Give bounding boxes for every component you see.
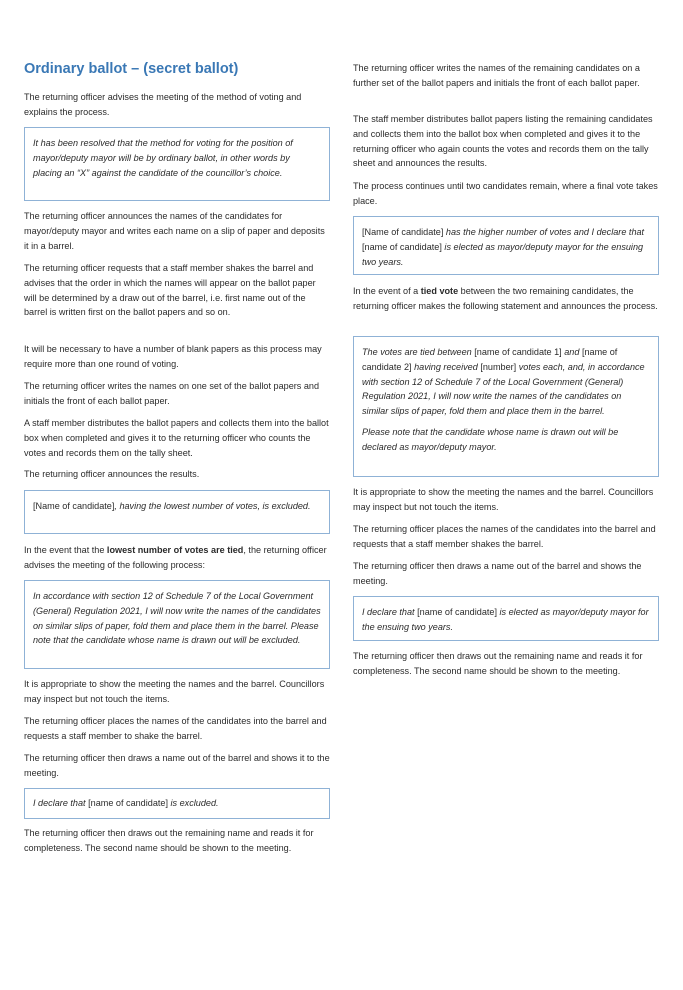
method-statement-box [24,127,330,201]
winner-declaration-text: [Name of candidate] has the higher number of votes and I declare that [name of candidate] is elected as mayor/deputy mayor for the ensuing two years. [362,227,645,267]
method-statement-text: It has been resolved that the method for voting for the position of mayor/deputy mayor will be by ordinary ballot, in other words by placing an “X” against the candidate of the councillor’s choice. [33,138,293,178]
distribute-ballots-paragraph: A staff member distributes the ballot papers and collects them into the ballot box when completed and gives it to the returning officer who counts the votes and records them on the tally sheet. [24,418,329,458]
tied-vote-note-text: Please note that the candidate whose name is drawn out will be declared as mayor/deputy mayor. [362,426,619,452]
place-names-paragraph-right: The returning officer places the names of the candidates into the barrel and requests that a staff member shakes the barrel. [353,524,656,549]
announce-results-paragraph: The returning officer announces the results. [24,469,200,479]
tie-exclusion-process-text: In accordance with section 12 of Schedule 7 of the Local Government (General) Regulation 2021, I will now write the names of the candidates on similar slips of paper, fold them and place them in the barrel. Please note that the candidate whose name is drawn out will be excluded. [33,591,321,646]
place-names-paragraph: The returning officer places the names of the candidates into the barrel and requests a staff member to shake the barrel. [24,716,327,741]
second-round-paragraph: The staff member distributes ballot papers listing the remaining candidates and collects them into the ballot box when completed and gives it to the returning officer who again counts the votes and records them on the tally sheet and announces the results. [353,114,653,169]
write-names-paragraph: The returning officer writes the names on one set of the ballot papers and initials the front of each ballot paper. [24,381,320,406]
shake-barrel-paragraph: The returning officer requests that a staff member shakes the barrel and advises that the order in which the names will appear on the ballot paper will be determined by a draw out of the barrel, i.e. first name out of the barrel is written first on the ballot papers and so on. [24,263,316,318]
draw-name-paragraph-right: The returning officer then draws a name out of the barrel and shows the meeting. [353,561,642,586]
exclusion-declaration-box [24,788,330,819]
page-title: Ordinary ballot – (secret ballot) [24,61,239,77]
show-names-paragraph: It is appropriate to show the meeting the names and the barrel. Councillors may inspect but not touch the items. [24,679,325,704]
exclusion-statement-box [24,490,330,534]
remaining-candidates-paragraph: The returning officer writes the names of the remaining candidates on a further set of the ballot papers and initials the front of each ballot paper. [353,63,640,88]
tied-vote-paragraph: In the event of a tied vote between the two remaining candidates, the returning officer makes the following statement and announces the process. [353,286,658,311]
intro-paragraph: The returning officer advises the meeting of the method of voting and explains the process. [24,92,302,117]
elected-declaration-box [353,596,659,641]
remaining-name-paragraph-right: The returning officer then draws out the remaining name and reads it for completeness. The second name should be shown to the meeting. [353,651,643,676]
show-names-paragraph-right: It is appropriate to show the meeting the names and the barrel. Councillors may inspect but not touch the items. [353,487,654,512]
tied-vote-statement-box [353,336,659,477]
draw-name-paragraph: The returning officer then draws a name out of the barrel and shows it to the meeting. [24,753,330,778]
tied-vote-statement-text: The votes are tied between [name of candidate 1] and [name of candidate 2] having received [number] votes each, and, in accordance with section 12 of Schedule 7 of the Local Government (General) Regulation 2021, I will now write the names of the candidates on similar slips of paper, fold them and place them in the barrel. [362,347,645,417]
blank-papers-paragraph: It will be necessary to have a number of blank papers as this process may require more than one round of voting. [24,344,322,369]
tie-exclusion-process-box [24,580,330,669]
final-vote-paragraph: The process continues until two candidates remain, where a final vote takes place. [353,181,658,206]
lowest-tied-paragraph: In the event that the lowest number of votes are tied, the returning officer advises the meeting of the following process: [24,545,327,570]
exclusion-declaration-text: I declare that [name of candidate] is excluded. [33,798,219,808]
elected-declaration-text: I declare that [name of candidate] is elected as mayor/deputy mayor for the ensuing two years. [362,607,649,632]
winner-declaration-box [353,216,659,275]
exclusion-statement-text: [Name of candidate], having the lowest number of votes, is excluded. [33,501,311,511]
announce-candidates-paragraph: The returning officer announces the names of the candidates for mayor/deputy mayor and writes each name on a slip of paper and deposits it in a barrel. [24,211,325,251]
remaining-name-paragraph: The returning officer then draws out the remaining name and reads it for completeness. The second name should be shown to the meeting. [24,828,314,853]
